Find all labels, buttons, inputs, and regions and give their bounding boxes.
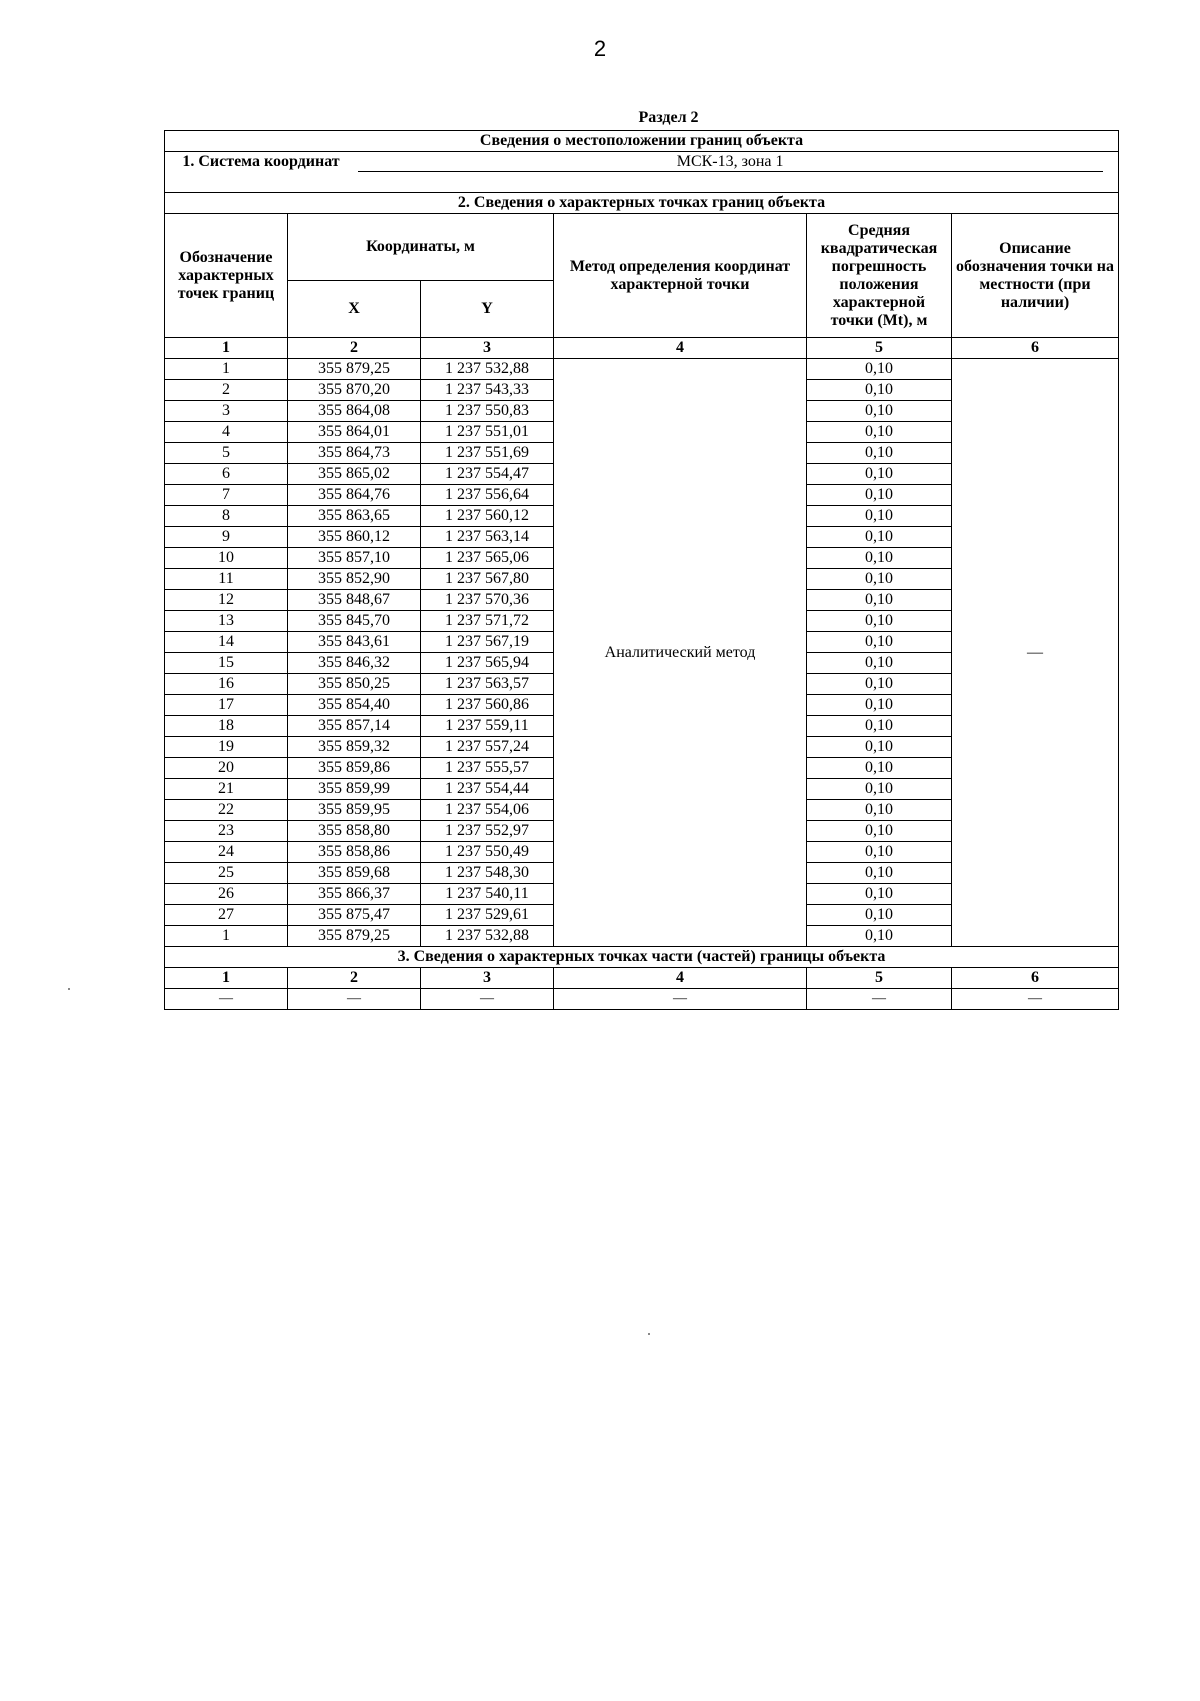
part-cell: — <box>807 989 952 1010</box>
point-number: 5 <box>165 443 288 464</box>
column-number: 3 <box>421 968 554 989</box>
coord-y: 1 237 554,47 <box>421 464 554 485</box>
subsection-3-title: 3. Сведения о характерных точках части (частей) границы объекта <box>165 947 1119 968</box>
coord-y: 1 237 560,86 <box>421 695 554 716</box>
error-mt: 0,10 <box>807 548 952 569</box>
coord-y: 1 237 551,01 <box>421 422 554 443</box>
section-title: Раздел 2 <box>638 109 699 126</box>
coord-y: 1 237 565,94 <box>421 653 554 674</box>
error-mt: 0,10 <box>807 716 952 737</box>
coord-y: 1 237 559,11 <box>421 716 554 737</box>
coord-x: 355 850,25 <box>288 674 421 695</box>
error-mt: 0,10 <box>807 758 952 779</box>
column-header-method: Метод определения координат характерной точки <box>554 214 807 338</box>
error-mt: 0,10 <box>807 485 952 506</box>
coord-x: 355 854,40 <box>288 695 421 716</box>
error-mt: 0,10 <box>807 422 952 443</box>
part-cell: — <box>952 989 1119 1010</box>
page-number: 2 <box>593 36 607 61</box>
coord-x: 355 857,14 <box>288 716 421 737</box>
coord-x: 355 846,32 <box>288 653 421 674</box>
coord-x: 355 859,99 <box>288 779 421 800</box>
coord-x: 355 859,86 <box>288 758 421 779</box>
point-number: 9 <box>165 527 288 548</box>
point-number: 22 <box>165 800 288 821</box>
part-cell: — <box>288 989 421 1010</box>
error-mt: 0,10 <box>807 611 952 632</box>
point-number: 6 <box>165 464 288 485</box>
coord-y: 1 237 560,12 <box>421 506 554 527</box>
coord-x: 355 879,25 <box>288 359 421 380</box>
error-mt: 0,10 <box>807 632 952 653</box>
coord-y: 1 237 557,24 <box>421 737 554 758</box>
column-number: 3 <box>421 338 554 359</box>
point-number: 17 <box>165 695 288 716</box>
error-mt: 0,10 <box>807 905 952 926</box>
coord-x: 355 870,20 <box>288 380 421 401</box>
point-number: 20 <box>165 758 288 779</box>
boundary-table <box>164 130 1119 1010</box>
point-number: 3 <box>165 401 288 422</box>
point-number: 14 <box>165 632 288 653</box>
coord-x: 355 864,01 <box>288 422 421 443</box>
part-row <box>165 989 1119 1010</box>
coord-x: 355 858,80 <box>288 821 421 842</box>
coord-x: 355 865,02 <box>288 464 421 485</box>
error-mt: 0,10 <box>807 443 952 464</box>
coord-y: 1 237 552,97 <box>421 821 554 842</box>
coord-x: 355 879,25 <box>288 926 421 947</box>
coord-y: 1 237 571,72 <box>421 611 554 632</box>
coord-x: 355 852,90 <box>288 569 421 590</box>
coord-y: 1 237 532,88 <box>421 359 554 380</box>
part-column-numbers-row <box>165 968 1119 989</box>
coord-y: 1 237 532,88 <box>421 926 554 947</box>
error-mt: 0,10 <box>807 884 952 905</box>
coord-y: 1 237 551,69 <box>421 443 554 464</box>
point-number: 11 <box>165 569 288 590</box>
coord-x: 355 864,73 <box>288 443 421 464</box>
coord-x: 355 860,12 <box>288 527 421 548</box>
point-number: 4 <box>165 422 288 443</box>
error-mt: 0,10 <box>807 359 952 380</box>
coord-x: 355 859,32 <box>288 737 421 758</box>
column-header-error: Средняя квадратическая погрешность положения характерной точки (Mt), м <box>807 214 952 338</box>
coord-y: 1 237 567,80 <box>421 569 554 590</box>
error-mt: 0,10 <box>807 506 952 527</box>
coord-y: 1 237 570,36 <box>421 590 554 611</box>
column-header-point: Обозначение характерных точек границ <box>165 214 288 338</box>
point-number: 8 <box>165 506 288 527</box>
column-number: 1 <box>165 968 288 989</box>
point-number: 24 <box>165 842 288 863</box>
coord-x: 355 843,61 <box>288 632 421 653</box>
coord-x: 355 845,70 <box>288 611 421 632</box>
point-number: 2 <box>165 380 288 401</box>
column-header-coords: Координаты, м <box>288 214 554 281</box>
error-mt: 0,10 <box>807 863 952 884</box>
coord-x: 355 863,65 <box>288 506 421 527</box>
coord-y: 1 237 565,06 <box>421 548 554 569</box>
point-number: 18 <box>165 716 288 737</box>
point-number: 1 <box>165 359 288 380</box>
part-cell: — <box>165 989 288 1010</box>
column-header-y: Y <box>421 281 554 338</box>
error-mt: 0,10 <box>807 800 952 821</box>
coordinate-system-row <box>165 152 1119 173</box>
point-number: 7 <box>165 485 288 506</box>
table-row <box>165 359 1119 380</box>
point-number: 21 <box>165 779 288 800</box>
coord-y: 1 237 556,64 <box>421 485 554 506</box>
column-header-description: Описание обозначения точки на местности (при наличии) <box>952 214 1119 338</box>
coord-x: 355 859,68 <box>288 863 421 884</box>
point-number: 27 <box>165 905 288 926</box>
error-mt: 0,10 <box>807 926 952 947</box>
coord-x: 355 859,95 <box>288 800 421 821</box>
description-cell: — <box>952 359 1119 947</box>
coord-y: 1 237 554,44 <box>421 779 554 800</box>
coord-y: 1 237 555,57 <box>421 758 554 779</box>
column-number: 6 <box>952 338 1119 359</box>
error-mt: 0,10 <box>807 653 952 674</box>
coord-y: 1 237 543,33 <box>421 380 554 401</box>
column-number: 4 <box>554 968 807 989</box>
error-mt: 0,10 <box>807 401 952 422</box>
point-number: 25 <box>165 863 288 884</box>
error-mt: 0,10 <box>807 590 952 611</box>
error-mt: 0,10 <box>807 842 952 863</box>
point-number: 13 <box>165 611 288 632</box>
coord-y: 1 237 548,30 <box>421 863 554 884</box>
coord-x: 355 848,67 <box>288 590 421 611</box>
column-number: 4 <box>554 338 807 359</box>
error-mt: 0,10 <box>807 821 952 842</box>
coordinate-system-value: МСК-13, зона 1 <box>358 153 1103 172</box>
coord-y: 1 237 550,49 <box>421 842 554 863</box>
point-number: 23 <box>165 821 288 842</box>
method-cell: Аналитический метод <box>554 359 807 947</box>
subsection-2-title: 2. Сведения о характерных точках границ объекта <box>165 193 1119 214</box>
part-cell: — <box>554 989 807 1010</box>
coord-x: 355 857,10 <box>288 548 421 569</box>
point-number: 10 <box>165 548 288 569</box>
point-number: 1 <box>165 926 288 947</box>
coord-x: 355 864,08 <box>288 401 421 422</box>
spacer-row <box>165 172 1119 193</box>
point-number: 16 <box>165 674 288 695</box>
coord-x: 355 875,47 <box>288 905 421 926</box>
column-numbers-row <box>165 338 1119 359</box>
coord-x: 355 864,76 <box>288 485 421 506</box>
point-number: 15 <box>165 653 288 674</box>
error-mt: 0,10 <box>807 779 952 800</box>
error-mt: 0,10 <box>807 695 952 716</box>
error-mt: 0,10 <box>807 674 952 695</box>
point-number: 19 <box>165 737 288 758</box>
scan-speck <box>68 988 70 990</box>
coord-y: 1 237 554,06 <box>421 800 554 821</box>
header-title: Сведения о местоположении границ объекта <box>165 131 1119 152</box>
column-number: 5 <box>807 968 952 989</box>
error-mt: 0,10 <box>807 464 952 485</box>
coord-y: 1 237 540,11 <box>421 884 554 905</box>
coord-y: 1 237 563,14 <box>421 527 554 548</box>
coordinate-system-label: 1. Система координат <box>182 152 340 170</box>
error-mt: 0,10 <box>807 737 952 758</box>
point-number: 26 <box>165 884 288 905</box>
error-mt: 0,10 <box>807 380 952 401</box>
point-number: 12 <box>165 590 288 611</box>
column-header-x: X <box>288 281 421 338</box>
coord-y: 1 237 563,57 <box>421 674 554 695</box>
coord-x: 355 866,37 <box>288 884 421 905</box>
column-number: 2 <box>288 968 421 989</box>
scan-speck <box>648 1333 650 1335</box>
error-mt: 0,10 <box>807 569 952 590</box>
column-number: 6 <box>952 968 1119 989</box>
part-cell: — <box>421 989 554 1010</box>
coord-y: 1 237 567,19 <box>421 632 554 653</box>
coord-x: 355 858,86 <box>288 842 421 863</box>
column-number: 2 <box>288 338 421 359</box>
coord-y: 1 237 550,83 <box>421 401 554 422</box>
coord-y: 1 237 529,61 <box>421 905 554 926</box>
error-mt: 0,10 <box>807 527 952 548</box>
column-number: 5 <box>807 338 952 359</box>
column-number: 1 <box>165 338 288 359</box>
